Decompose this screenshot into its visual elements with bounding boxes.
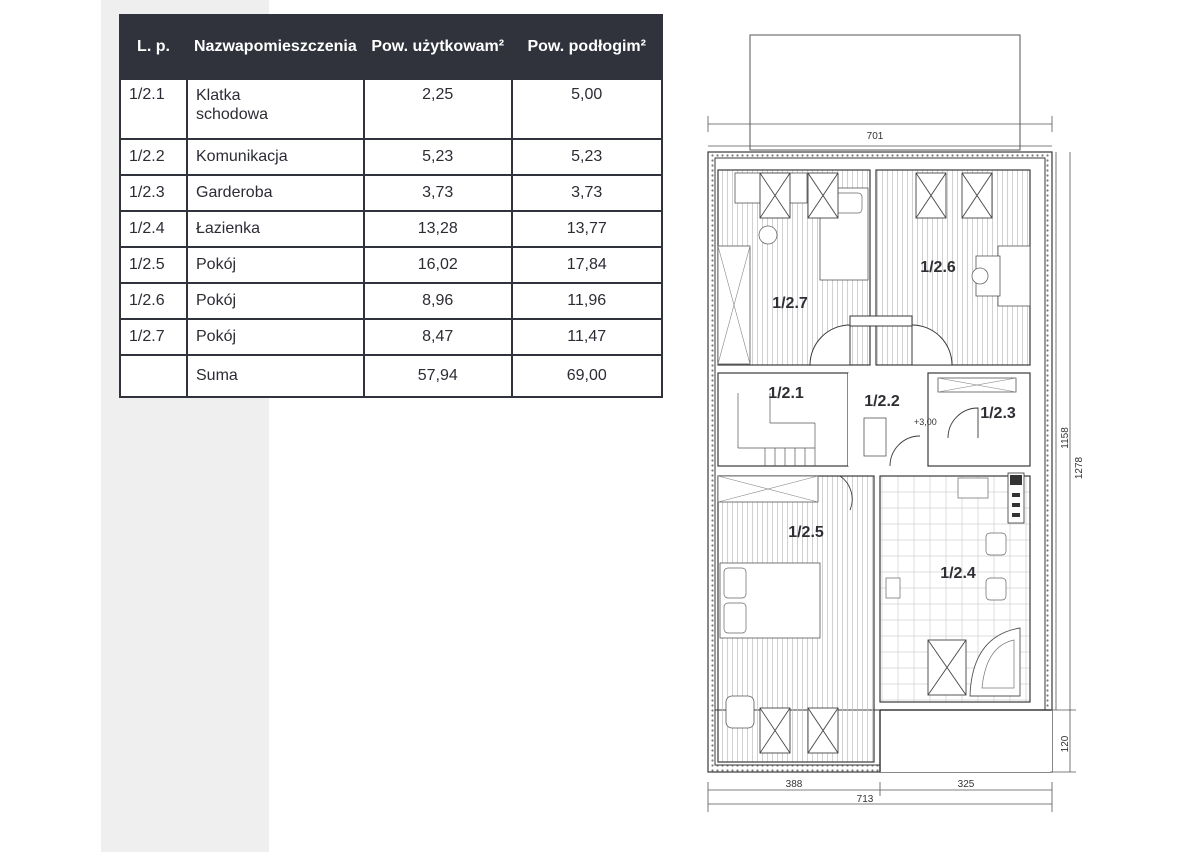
table-row-sum	[120, 355, 662, 397]
cell-room-name: Pokój	[187, 283, 364, 319]
cell-lp: 1/2.1	[120, 79, 187, 139]
cell-usable-area: 13,28	[364, 211, 512, 247]
header-floor-area: Pow. podłogim²	[512, 15, 662, 79]
cell-floor-area: 11,47	[512, 319, 662, 355]
table-row	[120, 175, 662, 211]
dim-right-outer: 1278	[1074, 456, 1085, 480]
header-lp: L. p.	[120, 15, 187, 79]
cell-lp: 1/2.2	[120, 139, 187, 175]
cell-usable-area: 16,02	[364, 247, 512, 283]
dimension-bottom	[708, 782, 1052, 812]
table-row	[120, 79, 662, 139]
cell-floor-area: 13,77	[512, 211, 662, 247]
dim-bottom-right: 325	[957, 779, 975, 790]
cell-usable-area: 3,73	[364, 175, 512, 211]
dimension-top	[708, 116, 1052, 146]
cell-floor-area: 5,23	[512, 139, 662, 175]
cell-usable-area: 5,23	[364, 139, 512, 175]
cell-usable-area: 57,94	[364, 355, 512, 397]
cell-lp: 1/2.6	[120, 283, 187, 319]
dim-bottom-left: 388	[785, 779, 803, 790]
cell-room-name: Pokój	[187, 247, 364, 283]
cell-lp: 1/2.5	[120, 247, 187, 283]
dim-right-inner: 1158	[1060, 427, 1071, 449]
cell-floor-area: 69,00	[512, 355, 662, 397]
dim-right-bottom: 120	[1060, 735, 1071, 753]
dimension-right	[1050, 152, 1076, 772]
room-label-1-2-1: 1/2.1	[768, 385, 804, 402]
cell-room-name: Suma	[187, 355, 364, 397]
cell-usable-area: 8,96	[364, 283, 512, 319]
table-header-row	[120, 15, 662, 79]
cell-lp	[120, 355, 187, 397]
room-label-1-2-3: 1/2.3	[980, 405, 1016, 422]
cell-usable-area: 8,47	[364, 319, 512, 355]
cell-lp: 1/2.4	[120, 211, 187, 247]
table-row	[120, 139, 662, 175]
cell-room-name: Pokój	[187, 319, 364, 355]
room-label-1-2-7: 1/2.7	[772, 295, 808, 312]
header-room-name: Nazwapomieszczenia	[187, 15, 364, 79]
room-label-1-2-6: 1/2.6	[920, 259, 956, 276]
dim-top-width: 701	[866, 131, 884, 142]
cell-room-name: Garderoba	[187, 175, 364, 211]
cell-room-name: Łazienka	[187, 211, 364, 247]
room-label-1-2-4: 1/2.4	[940, 565, 976, 582]
cell-usable-area: 2,25	[364, 79, 512, 139]
cell-floor-area: 11,96	[512, 283, 662, 319]
table-row	[120, 319, 662, 355]
level-mark: +3,00	[914, 417, 937, 427]
dim-bottom-total: 713	[856, 794, 874, 805]
cell-room-name: Komunikacja	[187, 139, 364, 175]
cell-floor-area: 5,00	[512, 79, 662, 139]
table-row	[120, 283, 662, 319]
cell-lp: 1/2.7	[120, 319, 187, 355]
cell-room-name: Klatka schodowa	[187, 79, 364, 139]
room-area-table	[119, 14, 663, 398]
cell-floor-area: 17,84	[512, 247, 662, 283]
room-label-1-2-2: 1/2.2	[864, 393, 900, 410]
header-usable-area: Pow. użytkowam²	[364, 15, 512, 79]
table-row	[120, 211, 662, 247]
floor-plan	[690, 28, 1090, 828]
cell-lp: 1/2.3	[120, 175, 187, 211]
balcony-outline	[750, 35, 1020, 150]
room-label-1-2-5: 1/2.5	[788, 524, 824, 541]
cell-floor-area: 3,73	[512, 175, 662, 211]
table-row	[120, 247, 662, 283]
